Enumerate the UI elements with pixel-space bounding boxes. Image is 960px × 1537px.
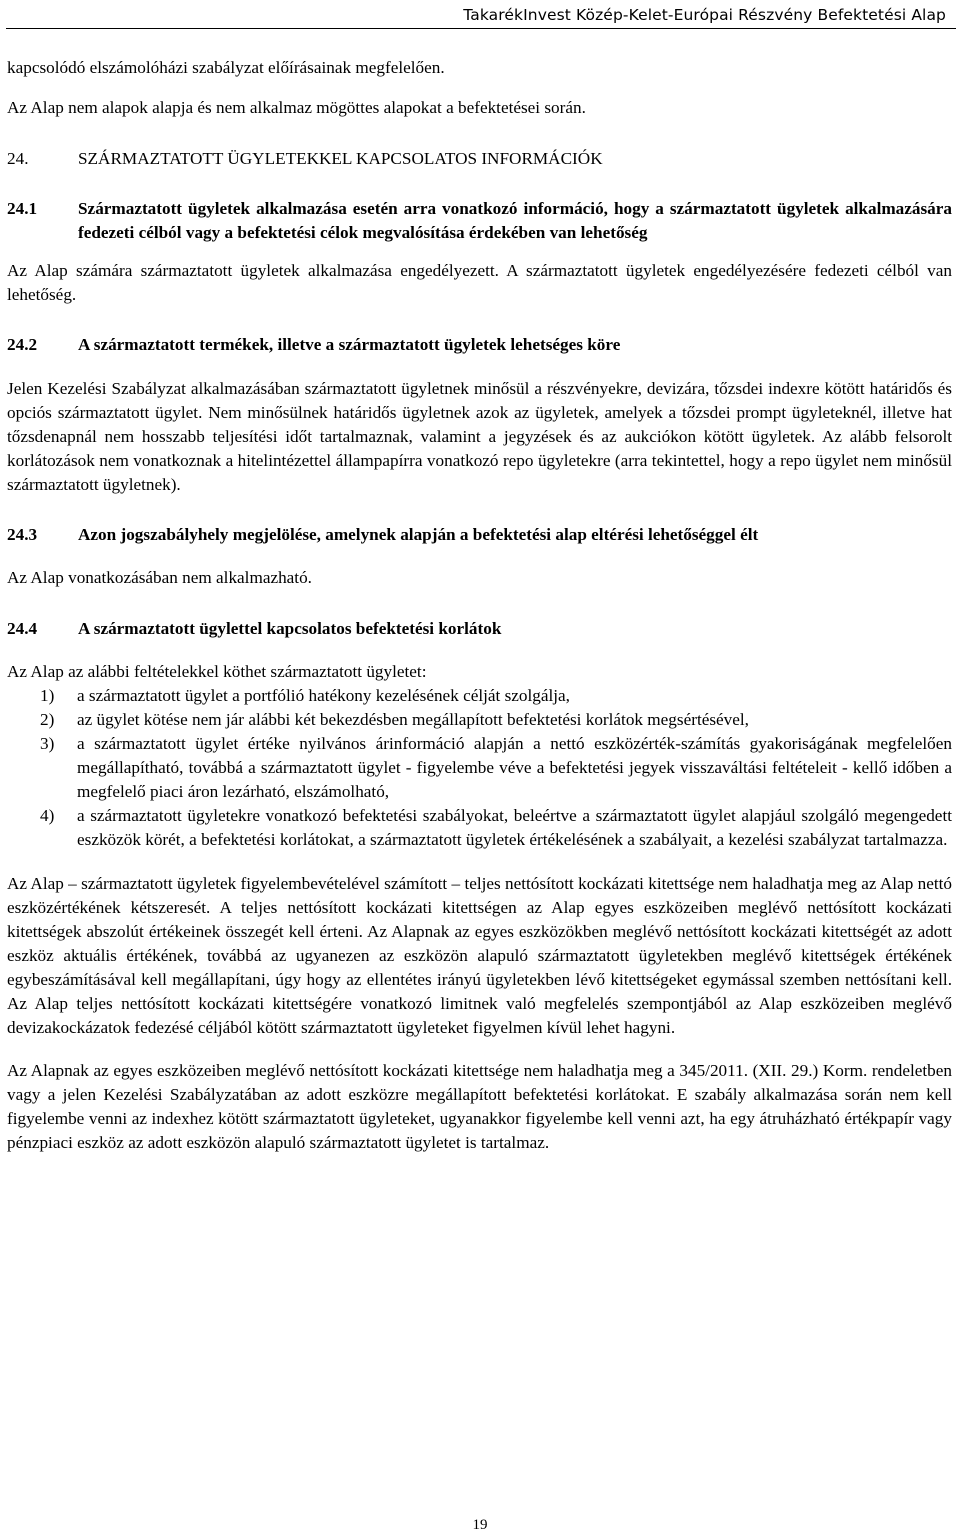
subsection-heading-24-2 [7,333,952,357]
paragraph: kapcsolódó elszámolóházi szabályzat előírásainak megfelelően. [7,58,445,77]
page-number: 19 [472,1517,488,1533]
list-item-number: 1) [40,686,55,705]
list-item [7,732,952,804]
section-heading-24 [7,147,952,171]
paragraph: Az Alapnak az egyes eszközeiben meglévő nettósított kockázati kitettsége nem haladhatja meg a 345/2011. (XII. 29.) Korm. rendeletben vagy a jelen Kezelési Szabályzatában az adott eszközre megállapított befektetési korlátokat. E szabály alkalmazása során nem kell figyelembe venni az indexhez kötött származtatott ügyleteket, ugyanakkor figyelembe kell venni azt, ha egy átruházható értékpapír vagy pénzpiaci eszköz az adott eszközön alapuló származtatott ügyletet is tartalmaz. [7,1061,952,1152]
subsection-heading-24-4 [7,617,952,641]
paragraph: Az Alap vonatkozásában nem alkalmazható. [7,568,312,587]
subsection-title: Azon jogszabályhely megjelölése, amelynek alapján a befektetési alap eltérési lehetőséggel élt [78,525,759,544]
list-item-number: 2) [40,710,55,729]
subsection-number: 24.1 [7,199,38,218]
subsection-title: A származtatott termékek, illetve a származtatott ügyletek lehetséges köre [78,335,621,354]
list-item-text: a származtatott ügylet a portfólió hatékony kezelésének célját szolgálja, [77,686,570,705]
condition-list [7,684,952,852]
list-item-number: 4) [40,806,55,825]
paragraph: Az Alap nem alapok alapja és nem alkalmaz mögöttes alapokat a befektetései során. [7,98,586,117]
section-number: 24. [7,149,29,168]
section-title: SZÁRMAZTATOTT ÜGYLETEKKEL KAPCSOLATOS INFORMÁCIÓK [78,149,603,168]
list-item [7,684,952,708]
list-item [7,804,952,852]
list-item-text: az ügylet kötése nem jár alábbi két bekezdésben megállapított befektetési korlátok megsértésével, [77,710,749,729]
page-header [0,0,960,30]
subsection-number: 24.3 [7,525,38,544]
document-title: TakarékInvest Közép-Kelet-Európai Részvény Befektetési Alap [463,6,946,24]
list-item-number: 3) [40,734,55,753]
paragraph: Jelen Kezelési Szabályzat alkalmazásában származtatott ügyletnek minősül a részvényekre, devizára, tőzsdei indexre kötött határidős és opciós származtatott ügylet. Nem minősülnek határidős ügyletnek azok az ügyletek, amelyek a tőzsdei prompt ügyleteknél, illetve hat tőzsdenapnál nem hosszabb teljesítési időt tartalmaznak, valamint a jegyzések és az aukciókon kötött ügyletek. Az alább felsorolt korlátozások nem vonatkoznak a hitelintézettel állampapírra vonatkozó repo ügyletekre (arra tekintettel, hogy a repo ügylet nem minősül származtatott ügyletnek). [7,379,952,494]
subsection-heading-24-3 [7,523,952,547]
list-item-text: a származtatott ügyletekre vonatkozó befektetési szabályokat, beleértve a származtatott ügylet alapjául szolgáló megengedett eszközök körét, a befektetési korlátokat, a származtatott ügyletek értékelésének a szabályait, a kezelési szabályzat tartalmazza. [77,806,952,849]
list-item [7,708,952,732]
subsection-title: Származtatott ügyletek alkalmazása esetén arra vonatkozó információ, hogy a származtatott ügyletek alkalmazására fedezeti célból vagy a befektetési célok megvalósítása érdekében van lehetőség [78,199,952,242]
subsection-heading-24-1 [7,197,952,245]
paragraph: Az Alap az alábbi feltételekkel köthet származtatott ügyletet: [7,662,427,681]
paragraph: Az Alap számára származtatott ügyletek alkalmazása engedélyezett. A származtatott ügyletek engedélyezésére fedezeti célból van lehetőség. [7,261,952,304]
page-content [7,56,952,1155]
paragraph: Az Alap – származtatott ügyletek figyelembevételével számított – teljes nettósított kockázati kitettsége nem haladhatja meg az Alap nettó eszközértékének kétszeresét. A teljes nettósított kockázati kitettségen az Alap egyes eszközeiben meglévő nettósított kockázati kitettségek abszolút értékeinek összegét kell érteni. Az Alapnak az egyes eszközökben meglévő nettósított kockázati kitettségét az adott eszköz aktuális értékének, továbbá az ugyanezen az eszközön alapuló származtatott ügyletekben meglévő kitettségek értékének egybeszámításával kell megállapítani, úgy hogy az ellentétes irányú ügyletekben lévő kitettségeket egymással szemben nettósítani kell. Az Alap teljes nettósított kockázati kitettségére vonatkozó limitnek való megfelelés szempontjából az Alap eszközeiben meglévő devizakockázatok fedezésé céljából kötött származtatott ügyleteket figyelmen kívül lehet hagyni. [7,874,952,1037]
header-divider [6,28,956,29]
subsection-number: 24.4 [7,619,38,638]
subsection-number: 24.2 [7,335,38,354]
subsection-title: A származtatott ügylettel kapcsolatos befektetési korlátok [78,619,502,638]
list-item-text: a származtatott ügylet értéke nyilvános árinformáció alapján a nettó eszközérték-számítás gyakoriságának megfelelően megállapítható, továbbá a származtatott ügylet - figyelembe véve a befektetési jegyek visszaváltási feltételeit - kellő időben a megfelelő piaci áron lezárható, elszámolható, [77,734,952,801]
